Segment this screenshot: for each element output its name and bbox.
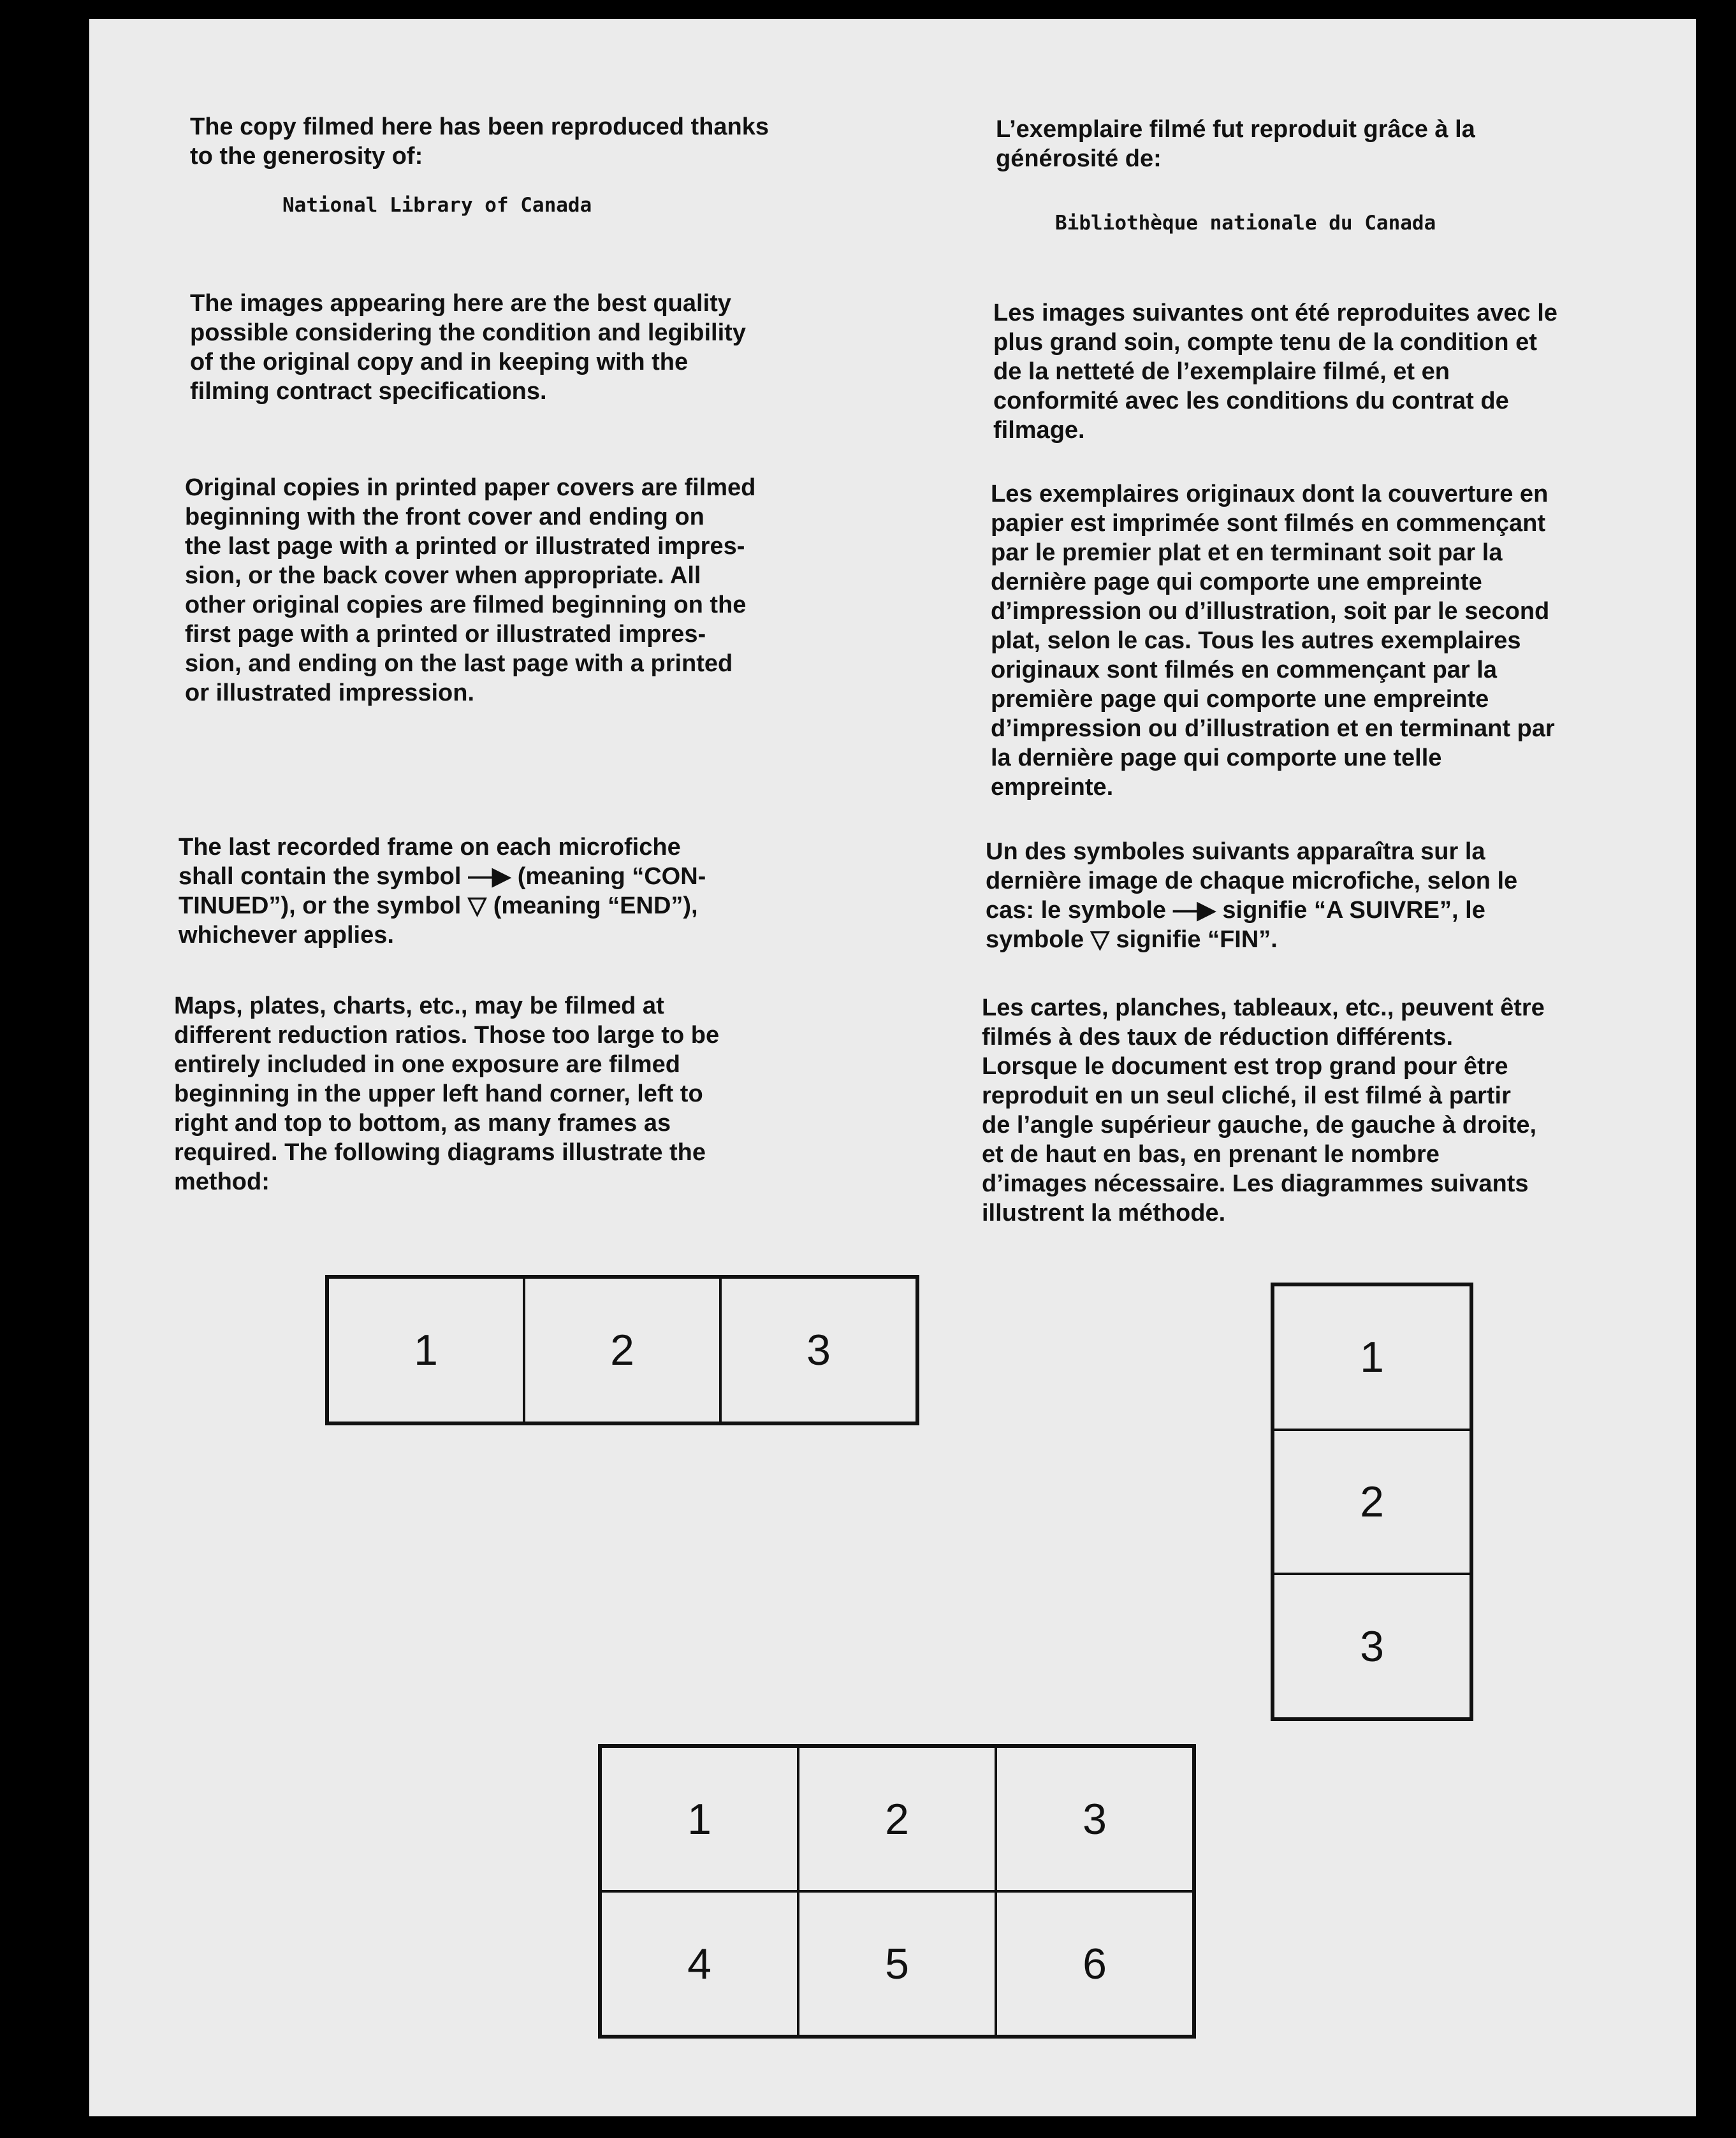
originals-text-fr: Les exemplaires originaux dont la couverture en papier est imprimée sont filmés en commençant par le premier plat et en terminant soit par la dernière page qui comporte une empreinte d’impression ou d’illustration, soit par le second plat, selon le cas. Tous les autres exemplaires originaux sont filmés en commençant par la première page qui comporte une empreinte d’impression ou d’illustration et en terminant par la dernière page qui comporte une telle empreinte. [991,481,1555,801]
library-name-en: National Library of Canada [282,194,592,217]
frame-cell: 1 [328,1277,524,1423]
diagram-grid [598,1744,1196,2039]
quality-text-en: The images appearing here are the best quality possible considering the condition and legibility of the original copy and in keeping with the filming contract specifications. [190,290,746,405]
document-sheet [89,19,1696,2116]
frame-cell: 3 [1273,1574,1471,1719]
library-name-fr: Bibliothèque nationale du Canada [1055,212,1436,235]
english-column [190,112,955,218]
frame-cell: 2 [798,1747,996,1891]
frame-cell: 3 [720,1277,917,1423]
thanks-text-en: The copy filmed here has been reproduced thanks to the generosity of: [190,113,770,170]
frame-cell: 1 [601,1747,798,1891]
diagram-vertical [1271,1283,1473,1721]
frame-cell: 5 [798,1891,996,2036]
frame-cell: 2 [524,1277,720,1423]
frame-cell: 6 [996,1891,1193,2036]
maps-text-fr: Les cartes, planches, tableaux, etc., peuvent être filmés à des taux de réduction différents. Lorsque le document est trop grand pour être reproduit en un seul cliché, il est filmé à partir de l’angle supérieur gauche, de gauche à droite, et de haut en bas, en prenant le nombre d’images nécessaire. Les diagrammes suivants illustrent la méthode. [982,994,1545,1226]
maps-text-en: Maps, plates, charts, etc., may be filmed at different reduction ratios. Those too large to be entirely included in one exposure are filmed beginning in the upper left hand corner, left to right and top to bottom, as many frames as required. The following diagrams illustrate the method: [174,993,720,1195]
quality-text-fr: Les images suivantes ont été reproduites avec le plus grand soin, compte tenu de la condition et de la netteté de l’exemplaire filmé, et en conformité avec les conditions du contrat de filmage. [993,300,1557,444]
frame-cell: 2 [1273,1430,1471,1574]
frame-cell: 3 [996,1747,1193,1891]
symbols-text-en: The last recorded frame on each microfiche shall contain the symbol —▶ (meaning “CON- TINUED”), or the symbol ▽ (meaning “END”), whichever applies. [179,834,706,949]
originals-text-en: Original copies in printed paper covers are filmed beginning with the front cover and ending on the last page with a printed or illustrated impres- sion, or the back cover when appropriate. All other original copies are filmed beginning on the first page with a printed or illustrated impres- sion, and ending on the last page with a printed or illustrated impression. [185,474,756,706]
symbols-text-fr: Un des symboles suivants apparaîtra sur la dernière image de chaque microfiche, selon le cas: le symbole —▶ signifie “A SUIVRE”, le symbole ▽ signifie “FIN”. [986,838,1518,953]
frame-cell: 4 [601,1891,798,2036]
frame-cell: 1 [1273,1285,1471,1430]
diagram-horizontal [325,1275,919,1425]
thanks-text-fr: L’exemplaire filmé fut reproduit grâce à la générosité de: [996,116,1475,172]
